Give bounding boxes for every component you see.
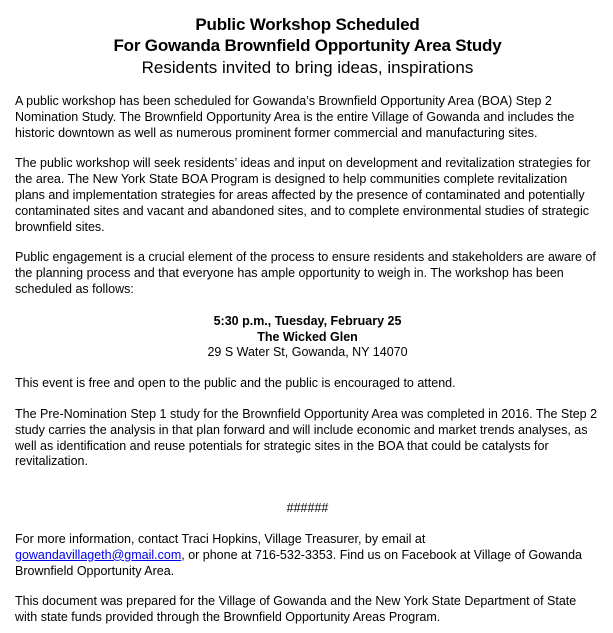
event-details — [15, 314, 600, 361]
headline-line-1: Public Workshop Scheduled — [195, 15, 420, 34]
end-divider: ###### — [286, 501, 329, 516]
event-address: 29 S Water St, Gowanda, NY 14070 — [207, 345, 408, 360]
event-datetime: 5:30 p.m., Tuesday, February 25 — [213, 313, 402, 328]
subheadline: Residents invited to bring ideas, inspirations — [141, 58, 474, 77]
headline — [15, 14, 600, 56]
funding-paragraph: This document was prepared for the Village of Gowanda and the New York State Department of State with state funds provided through the Brownfield Opportunity Areas Program. — [15, 594, 577, 625]
study-background-paragraph: The Pre-Nomination Step 1 study for the Brownfield Opportunity Area was completed in 2016. The Step 2 study carries the analysis in that plan forward and will include economic and market trends analyses, as well as identification and reuse potentials for strategic sites in the BOA that could be catalysts for revitalization. — [15, 406, 598, 469]
email-link[interactable]: gowandavillageth@gmail.com — [15, 547, 182, 562]
press-release — [15, 14, 600, 626]
free-event-paragraph: This event is free and open to the public and the public is encouraged to attend. — [15, 376, 456, 391]
intro-paragraph: A public workshop has been scheduled for Gowanda’s Brownfield Opportunity Area (BOA) Step 2 Nomination Study. The Brownfield Opportunity Area is the entire Village of Gowanda and includes the historic downtown as well as numerous prominent former commercial and manufacturing sites. — [15, 94, 575, 140]
contact-paragraph — [15, 532, 600, 579]
event-venue: The Wicked Glen — [257, 329, 358, 344]
workshop-purpose-paragraph: The public workshop will seek residents’ ideas and input on development and revitalization strategies for the area. The New York State BOA Program is designed to help communities complete revitalization plans and implementation strategies for areas affected by the presence of contaminated and potentially contaminated sites and vacant and abandoned sites, and to complete environmental studies of strategic brownfield sites. — [15, 156, 591, 234]
contact-suffix: , or phone at 716-532-3353. Find us on Facebook at Village of Gowanda Brownfield Opportunity Area. — [15, 547, 582, 578]
engagement-paragraph: Public engagement is a crucial element of the process to ensure residents and stakeholders are aware of the planning process and that everyone has ample opportunity to weigh in. The workshop has been scheduled as follows: — [15, 250, 596, 296]
contact-prefix: For more information, contact Traci Hopkins, Village Treasurer, by email at — [15, 531, 426, 546]
headline-line-2: For Gowanda Brownfield Opportunity Area Study — [113, 36, 502, 55]
